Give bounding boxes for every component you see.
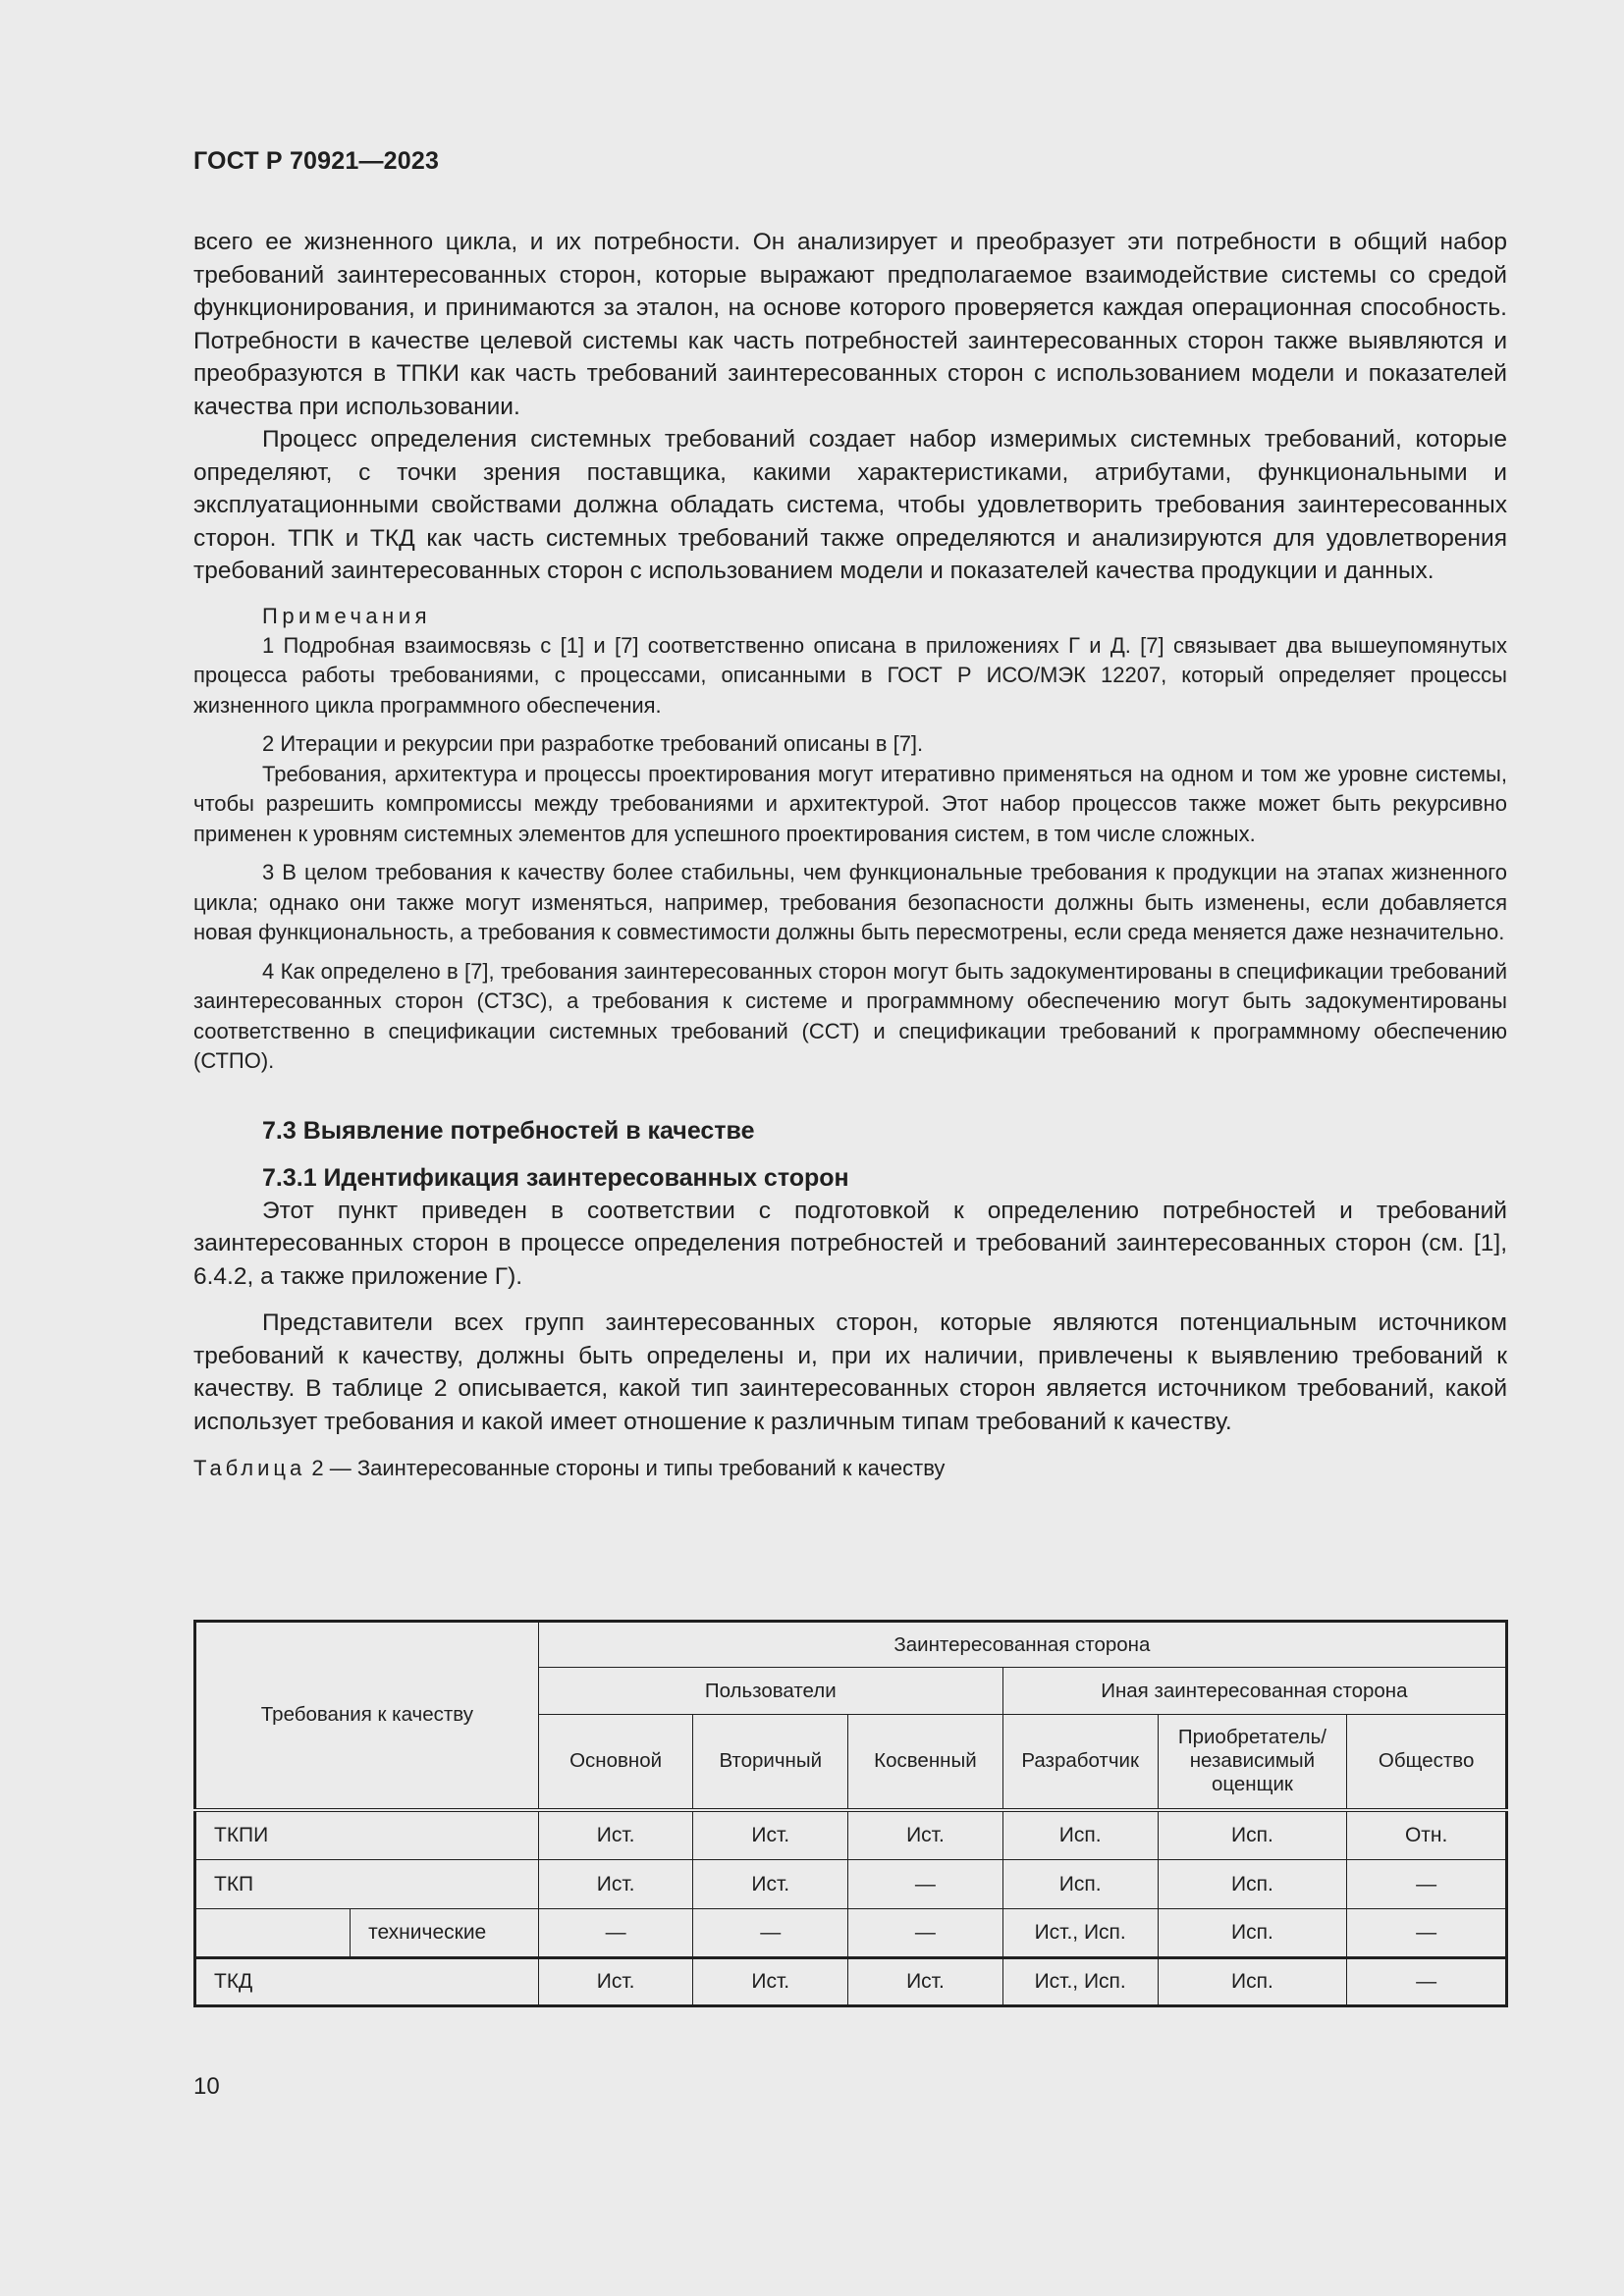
table-cell: — <box>848 1860 1003 1909</box>
requirements-table <box>193 1620 1508 2007</box>
table-cell: — <box>1347 1909 1507 1958</box>
col-header-society: Общество <box>1347 1715 1507 1810</box>
note-4: 4 Как определено в [7], требования заинтересованных сторон могут быть задокументированы в спецификации требований заинтересованных сторон (СТЗС), а требования к системе и программному обеспечению могут быть задокументированы соответственно в спецификации системных требований (ССТ) и спецификации требований к программному обеспечению (СТПО). <box>193 958 1507 1073</box>
table-caption <box>193 1454 1507 1483</box>
paragraph-2: Процесс определения системных требований создает набор измеримых системных требований, которые определяют, с точки зрения поставщика, какими характеристиками, атрибутами, функциональными и эксплуатационными свойствами должна обладать система, чтобы удовлетворить требования заинтересованных сторон. ТПК и ТКД как часть системных требований также определяются и анализируются для удовлетворения требований заинтересованных сторон с использованием модели и показателей качества продукции и данных. <box>193 426 1507 584</box>
table-cell: Ист. <box>848 1958 1003 2006</box>
paragraph-3: Этот пункт приведен в соответствии с подготовкой к определению потребностей и требований заинтересованных сторон в процессе определения потребностей и требований заинтересованных сторон (см. [1], 6.4.2, а также приложение Г). <box>193 1197 1507 1290</box>
table-cell: Ист. <box>848 1810 1003 1860</box>
table-cell: — <box>1347 1860 1507 1909</box>
table-cell: Ист., Исп. <box>1002 1909 1158 1958</box>
table-cell: Исп. <box>1158 1810 1347 1860</box>
table-cell: Ист. <box>693 1860 848 1909</box>
section-heading-7-3: 7.3 Выявление потребностей в качестве <box>262 1116 755 1145</box>
table-cell: — <box>1347 1958 1507 2006</box>
col-header-secondary: Вторичный <box>693 1715 848 1810</box>
section-heading-7-3-1: 7.3.1 Идентификация заинтересованных сторон <box>262 1163 849 1192</box>
document-header: ГОСТ Р 70921—2023 <box>193 147 440 175</box>
note-2-continued: Требования, архитектура и процессы проектирования могут итеративно применяться на одном и том же уровне системы, чтобы разрешить компромиссы между требованиями и архитектурой. Этот набор процессов также может быть рекурсивно применен к уровням системных элементов для успешного проектирования систем, в том числе сложных. <box>193 761 1507 846</box>
col-header-indirect: Косвенный <box>848 1715 1003 1810</box>
table-cell: Исп. <box>1002 1860 1158 1909</box>
col-header-acquirer: Приобретатель/ независимый оценщик <box>1158 1715 1347 1810</box>
table-cell: Ист. <box>538 1860 693 1909</box>
header-users: Пользователи <box>538 1668 1002 1715</box>
table-row <box>195 1860 1507 1909</box>
table-caption-text: 2 — Заинтересованные стороны и типы требований к качеству <box>305 1456 946 1480</box>
table-cell: — <box>848 1909 1003 1958</box>
note-1: 1 Подробная взаимосвязь с [1] и [7] соответственно описана в приложениях Г и Д. [7] связывает два вышеупомянутых процесса работы требованиями, с процессами, описанными в ГОСТ Р ИСО/МЭК 12207, который определяет процессы жизненного цикла программного обеспечения. <box>193 632 1507 718</box>
note-2: 2 Итерации и рекурсии при разработке требований описаны в [7]. <box>262 731 924 756</box>
col-header-developer: Разработчик <box>1002 1715 1158 1810</box>
row-indent-spacer <box>195 1909 351 1958</box>
row-label: ТКП <box>195 1860 539 1909</box>
header-stakeholder: Заинтересованная сторона <box>538 1622 1506 1668</box>
table-cell: — <box>693 1909 848 1958</box>
table-cell: Ист. <box>538 1810 693 1860</box>
row-label: технические <box>351 1909 539 1958</box>
table-cell: Ист. <box>693 1958 848 2006</box>
note-3: 3 В целом требования к качеству более стабильны, чем функциональные требования к продукции на этапах жизненного цикла; однако они также могут изменяться, например, требования безопасности должны быть изменены, если добавляется новая функциональность, а требования к совместимости должны быть пересмотрены, если среда меняется даже незначительно. <box>193 860 1507 944</box>
table-cell: Ист. <box>538 1958 693 2006</box>
document-body <box>193 226 1507 1483</box>
header-quality-requirements: Требования к качеству <box>195 1622 539 1810</box>
table-row <box>195 1958 1507 2006</box>
row-label: ТКПИ <box>195 1810 539 1860</box>
table-cell: Ист. <box>693 1810 848 1860</box>
col-header-primary: Основной <box>538 1715 693 1810</box>
table-cell: Исп. <box>1158 1909 1347 1958</box>
table-row <box>195 1810 1507 1860</box>
table-caption-label: Таблица <box>193 1456 306 1480</box>
paragraph-1: всего ее жизненного цикла, и их потребности. Он анализирует и преобразует эти потребности в общий набор требований заинтересованных сторон, которые выражают предполагаемое взаимодействие системы со средой функционирования, и принимаются за эталон, на основе которого проверяется каждая операционная способность. Потребности в качестве целевой системы как часть потребностей заинтересованных сторон также выявляются и преобразуются в ТПКИ как часть требований заинтересованных сторон с использованием модели и показателей качества при использовании. <box>193 229 1507 420</box>
row-label: ТКД <box>195 1958 539 2006</box>
table-cell: Исп. <box>1158 1958 1347 2006</box>
table-cell: — <box>538 1909 693 1958</box>
header-other-stakeholder: Иная заинтересованная сторона <box>1002 1668 1506 1715</box>
table-cell: Исп. <box>1158 1860 1347 1909</box>
notes-title: Примечания <box>262 603 432 628</box>
table-cell: Ист., Исп. <box>1002 1958 1158 2006</box>
page-number: 10 <box>193 2073 220 2100</box>
table-row <box>195 1909 1507 1958</box>
paragraph-4: Представители всех групп заинтересованных сторон, которые являются потенциальным источником требований к качеству, должны быть определены и, при их наличии, привлечены к выявлению требований к качеству. В таблице 2 описывается, какой тип заинтересованных сторон является источником требований, какой использует требования и какой имеет отношение к различным типам требований к качеству. <box>193 1309 1507 1435</box>
table-cell: Исп. <box>1002 1810 1158 1860</box>
table-cell: Отн. <box>1347 1810 1507 1860</box>
